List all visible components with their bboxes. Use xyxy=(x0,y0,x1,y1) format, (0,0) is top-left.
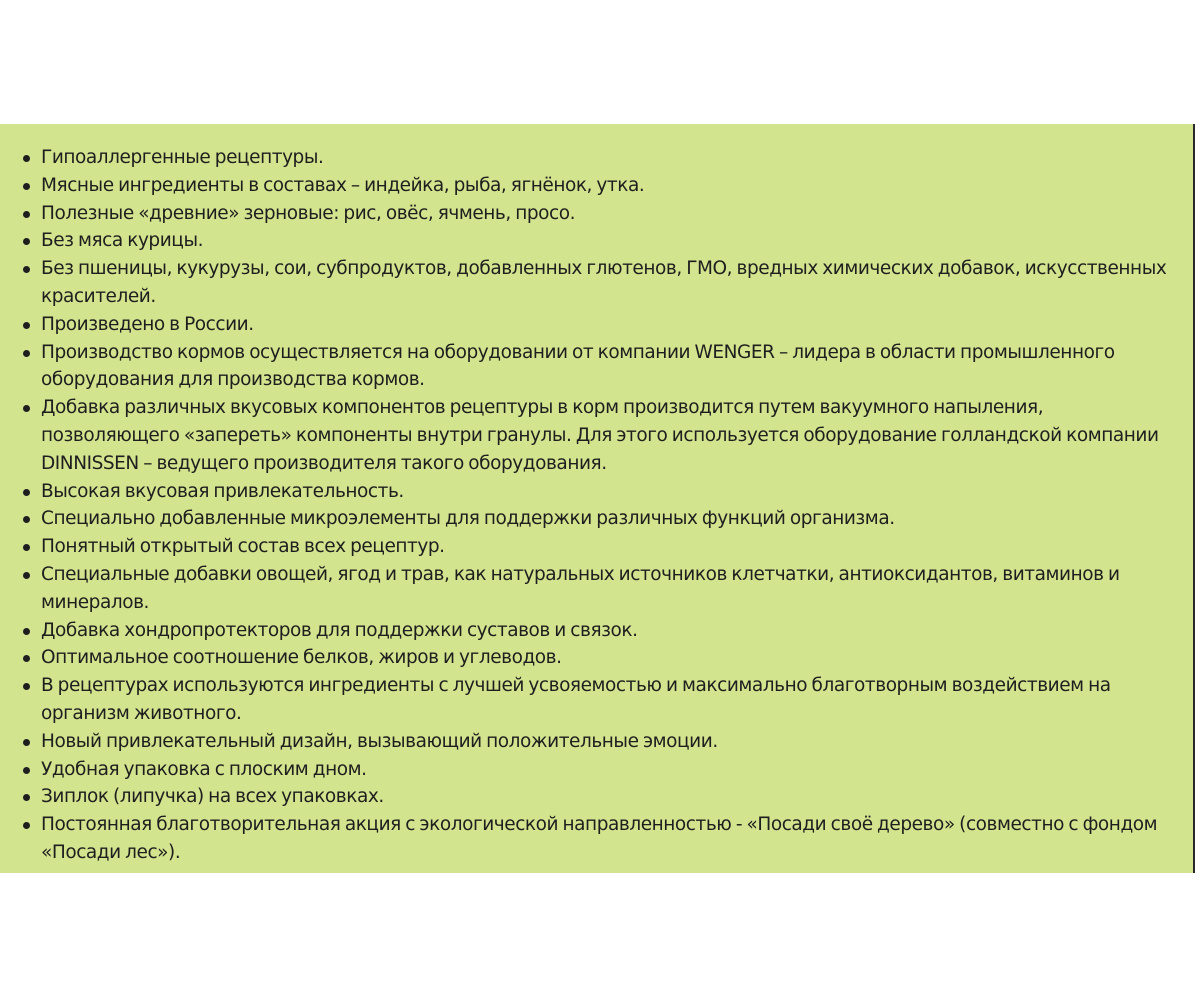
list-item: Без пшеницы, кукурузы, сои, субпродуктов, добавленных глютенов, ГМО, вредных химических добавок, искусственных красителей. xyxy=(41,255,1173,311)
list-item: Специальные добавки овощей, ягод и трав, как натуральных источников клетчатки, антиоксидантов, витаминов и минералов. xyxy=(41,561,1173,617)
list-item: Гипоаллергенные рецептуры. xyxy=(41,144,1173,172)
list-item: Зиплок (липучка) на всех упаковках. xyxy=(41,783,1173,811)
list-item: Добавка различных вкусовых компонентов рецептуры в корм производится путем вакуумного напыления, позволяющего «запереть» компоненты внутри гранулы. Для этого используется оборудование голландской компании DINNISSEN – ведущего производителя такого оборудования. xyxy=(41,394,1173,477)
features-list xyxy=(0,124,1193,867)
list-item: В рецептурах используются ингредиенты с лучшей усвояемостью и максимально благотворным воздействием на организм животного. xyxy=(41,672,1173,728)
list-item: Произведено в России. xyxy=(41,311,1173,339)
list-item: Высокая вкусовая привлекательность. xyxy=(41,478,1173,506)
list-item: Полезные «древние» зерновые: рис, овёс, ячмень, просо. xyxy=(41,200,1173,228)
list-item: Добавка хондропротекторов для поддержки суставов и связок. xyxy=(41,617,1173,645)
list-item: Новый привлекательный дизайн, вызывающий положительные эмоции. xyxy=(41,728,1173,756)
list-item: Без мяса курицы. xyxy=(41,227,1173,255)
list-item: Оптимальное соотношение белков, жиров и углеводов. xyxy=(41,644,1173,672)
list-item: Мясные ингредиенты в составах – индейка, рыба, ягнёнок, утка. xyxy=(41,172,1173,200)
features-panel xyxy=(0,124,1195,873)
list-item: Производство кормов осуществляется на оборудовании от компании WENGER – лидера в области промышленного оборудования для производства кормов. xyxy=(41,339,1173,395)
list-item: Понятный открытый состав всех рецептур. xyxy=(41,533,1173,561)
list-item: Удобная упаковка с плоским дном. xyxy=(41,756,1173,784)
list-item: Специально добавленные микроэлементы для поддержки различных функций организма. xyxy=(41,505,1173,533)
list-item: Постоянная благотворительная акция с экологической направленностью - «Посади своё дерево» (совместно с фондом «Посади лес»). xyxy=(41,811,1173,867)
